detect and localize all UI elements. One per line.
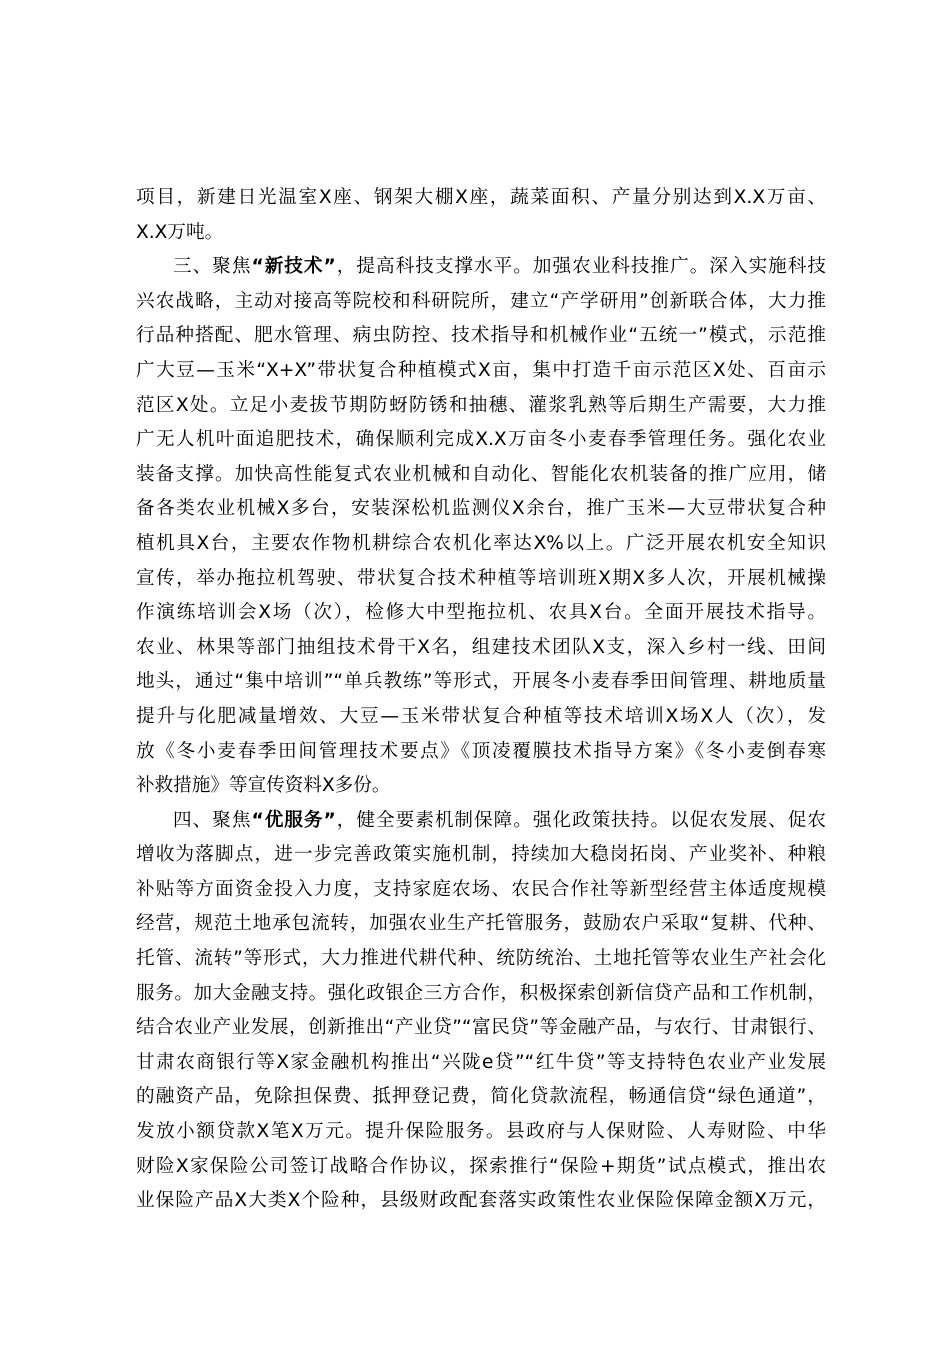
line-text: X.X万吨。 (136, 221, 224, 243)
line-text: 宣传，举办拖拉机驾驶、带状复合技术种植等培训班X期X多人次，开展机械操 (136, 567, 826, 589)
paragraph-line (136, 769, 826, 804)
line-text: 作演练培训会X场（次），检修大中型拖拉机、农具X台。全面开展技术指导。 (136, 602, 826, 624)
paragraph-line (136, 319, 826, 354)
line-text: 甘肃农商银行等X家金融机构推出“兴陇e贷”“红牛贷”等支持特色农业产业发展 (136, 1051, 826, 1073)
paragraph-line (136, 1046, 826, 1081)
paragraph-line (136, 1011, 826, 1046)
line-text: 范区X处。立足小麦拔节期防蚜防锈和抽穗、灌浆乳熟等后期生产需要，大力推 (136, 394, 826, 416)
paragraph-line (136, 977, 826, 1012)
paragraph-line (136, 873, 826, 908)
line-text: 服务。加大金融支持。强化政银企三方合作，积极探索创新信贷产品和工作机制， (136, 982, 826, 1004)
section-keyword: “新技术” (251, 256, 336, 278)
line-text: 经营，规范土地承包流转，加强农业生产托管服务，鼓励农户采取“复耕、代种、 (136, 913, 826, 935)
paragraph-line (136, 735, 826, 770)
body-text (136, 181, 826, 1219)
line-text: 补救措施》等宣传资料X多份。 (136, 775, 391, 797)
section-number: 三、聚焦 (173, 256, 252, 278)
paragraph-line (136, 527, 826, 562)
line-text: 业保险产品X大类X个险种，县级财政配套落实政策性农业保险保障金额X万元， (136, 1190, 826, 1212)
line-text: ，健全要素机制保障。强化政策扶持。以促农发展、促农 (335, 809, 826, 831)
line-text: 装备支撑。加快高性能复式农业机械和自动化、智能化农机装备的推广应用，储 (136, 463, 826, 485)
line-text: 增收为落脚点，进一步完善政策实施机制，持续加大稳岗拓岗、产业奖补、种粮 (136, 844, 826, 866)
paragraph-line (136, 389, 826, 424)
paragraph-line (136, 285, 826, 320)
line-text: 发放小额贷款X笔X万元。提升保险服务。县政府与人保财险、人寿财险、中华 (136, 1121, 826, 1143)
line-text: 广无人机叶面追肥技术，确保顺利完成X.X万亩冬小麦春季管理任务。强化农业 (136, 429, 826, 451)
paragraph-line (136, 1080, 826, 1115)
paragraph-line (136, 631, 826, 666)
line-text: 放《冬小麦春季田间管理技术要点》《顶凌覆膜技术指导方案》《冬小麦倒春寒 (136, 740, 826, 762)
line-text: 托管、流转”等形式，大力推进代耕代种、统防统治、土地托管等农业生产社会化 (136, 948, 826, 970)
line-text: 项目，新建日光温室X座、钢架大棚X座，蔬菜面积、产量分别达到X.X万亩、 (136, 187, 826, 208)
paragraph-line (136, 596, 826, 631)
line-text: 的融资产品，免除担保费、抵押登记费，简化贷款流程，畅通信贷“绿色通道”， (136, 1086, 826, 1108)
paragraph-line (136, 216, 826, 251)
paragraph-line (136, 423, 826, 458)
line-text: 行品种搭配、肥水管理、病虫防控、技术指导和机械作业“五统一”模式，示范推 (136, 325, 826, 347)
section-heading-line (136, 250, 826, 285)
line-text: 植机具X台，主要农作物机耕综合农机化率达X%以上。广泛开展农机安全知识 (136, 532, 826, 554)
paragraph-line (136, 1184, 826, 1219)
paragraph-line (136, 700, 826, 735)
paragraph-line (136, 354, 826, 389)
line-text: 备各类农业机械X多台，安装深松机监测仪X余台，推广玉米—大豆带状复合种 (136, 498, 826, 520)
line-text: 广大豆—玉米“X+X”带状复合种植模式X亩，集中打造千亩示范区X处、百亩示 (136, 359, 826, 381)
line-text: 财险X家保险公司签订战略合作协议，探索推行“保险+期货”试点模式，推出农 (136, 1155, 826, 1177)
line-text: 补贴等方面资金投入力度，支持家庭农场、农民合作社等新型经营主体适度规模 (136, 878, 826, 900)
paragraph-line (136, 838, 826, 873)
line-text: 提升与化肥减量增效、大豆—玉米带状复合种植等技术培训X场X人（次），发 (136, 705, 826, 727)
paragraph-line (136, 1115, 826, 1150)
section-number: 四、聚焦 (173, 809, 252, 831)
paragraph-line (136, 562, 826, 597)
paragraph-line (136, 1150, 826, 1185)
paragraph-line (136, 181, 826, 216)
paragraph-line (136, 907, 826, 942)
section-keyword: “优服务” (251, 809, 336, 831)
paragraph-line (136, 942, 826, 977)
section-heading-line (136, 804, 826, 839)
paragraph-line (136, 458, 826, 493)
paragraph-line (136, 492, 826, 527)
line-text: ，提高科技支撑水平。加强农业科技推广。深入实施科技 (335, 256, 826, 278)
line-text: 结合农业产业发展，创新推出“产业贷”“富民贷”等金融产品，与农行、甘肃银行、 (136, 1017, 826, 1039)
line-text: 农业、林果等部门抽组技术骨干X名，组建技术团队X支，深入乡村一线、田间 (136, 636, 826, 658)
line-text: 兴农战略，主动对接高等院校和科研院所，建立“产学研用”创新联合体，大力推 (136, 290, 826, 312)
paragraph-line (136, 665, 826, 700)
line-text: 地头，通过“集中培训”“单兵教练”等形式，开展冬小麦春季田间管理、耕地质量 (136, 671, 826, 693)
